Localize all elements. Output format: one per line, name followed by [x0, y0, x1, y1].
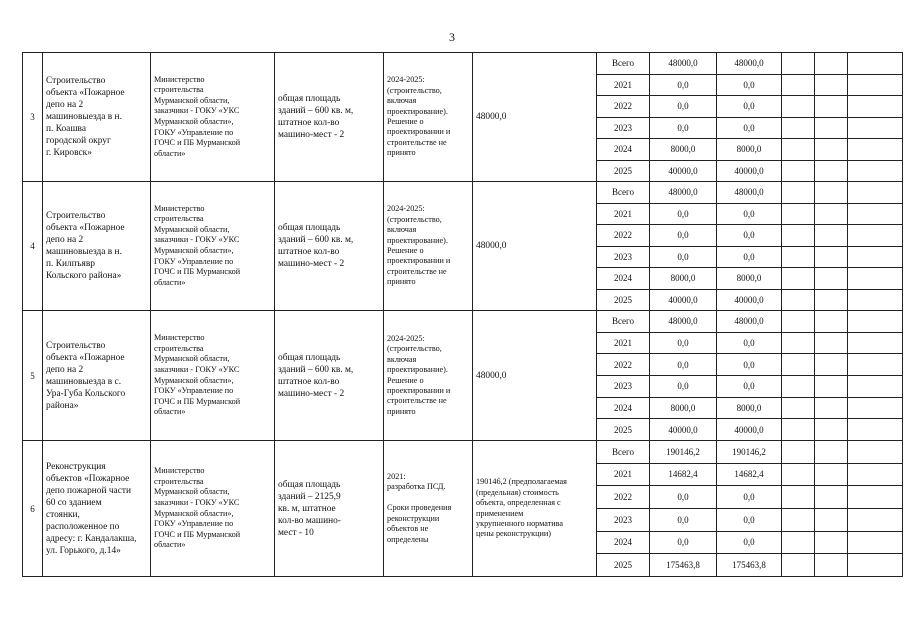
funding-row — [597, 182, 902, 203]
empty-cell — [782, 508, 815, 531]
empty-cell — [815, 53, 848, 74]
amount-total-cell: 0,0 — [650, 375, 717, 397]
empty-cell — [782, 397, 815, 419]
row-number: 6 — [23, 441, 43, 577]
empty-cell — [815, 354, 848, 376]
customer-cell: Министерство строительства Мурманской области, заказчики - ГОКУ «УКС Мурманской области», ГОКУ «Управление по ГОЧС и ПБ Мурманской области» — [151, 441, 275, 577]
empty-cell — [848, 117, 903, 139]
funding-row — [597, 203, 902, 225]
empty-cell — [848, 311, 903, 332]
amount-regional-cell: 0,0 — [717, 508, 782, 531]
amount-regional-cell: 0,0 — [717, 225, 782, 247]
empty-cell — [782, 354, 815, 376]
empty-cell — [815, 246, 848, 268]
empty-cell — [815, 203, 848, 225]
year-cell: 2025 — [597, 419, 650, 440]
empty-cell — [815, 554, 848, 576]
amount-regional-cell: 0,0 — [717, 375, 782, 397]
funding-row — [597, 160, 902, 181]
table-row — [23, 441, 903, 577]
customer-cell: Министерство строительства Мурманской области, заказчики - ГОКУ «УКС Мурманской области», ГОКУ «Управление по ГОЧС и ПБ Мурманской области» — [151, 182, 275, 311]
empty-cell — [815, 96, 848, 118]
empty-cell — [848, 160, 903, 181]
cost-cell: 48000,0 — [473, 182, 597, 311]
empty-cell — [782, 311, 815, 332]
amount-regional-cell: 14682,4 — [717, 463, 782, 486]
empty-cell — [782, 203, 815, 225]
year-cell: 2023 — [597, 117, 650, 139]
funding-row — [597, 508, 902, 531]
customer-cell: Министерство строительства Мурманской области, заказчики - ГОКУ «УКС Мурманской области», ГОКУ «Управление по ГОЧС и ПБ Мурманской области» — [151, 53, 275, 182]
project-name: Строительство объекта «Пожарное депо на 2 машиновыезда в н. п. Килпъявр Кольского района» — [43, 182, 151, 311]
amount-regional-cell: 8000,0 — [717, 268, 782, 290]
amount-total-cell: 8000,0 — [650, 397, 717, 419]
empty-cell — [815, 332, 848, 354]
cost-cell: 48000,0 — [473, 311, 597, 441]
funding-row — [597, 375, 902, 397]
year-cell: 2021 — [597, 332, 650, 354]
amount-total-cell: 40000,0 — [650, 289, 717, 310]
empty-cell — [848, 182, 903, 203]
year-cell: 2023 — [597, 508, 650, 531]
empty-cell — [848, 203, 903, 225]
funding-breakdown — [597, 53, 903, 182]
amount-regional-cell: 0,0 — [717, 486, 782, 509]
empty-cell — [782, 419, 815, 440]
funding-subtable — [597, 53, 902, 181]
empty-cell — [848, 554, 903, 576]
amount-total-cell: 0,0 — [650, 117, 717, 139]
empty-cell — [782, 332, 815, 354]
amount-regional-cell: 0,0 — [717, 354, 782, 376]
table-row — [23, 311, 903, 441]
year-cell: 2021 — [597, 203, 650, 225]
empty-cell — [815, 225, 848, 247]
empty-cell — [782, 289, 815, 310]
year-cell: 2022 — [597, 96, 650, 118]
year-cell: 2022 — [597, 486, 650, 509]
year-cell: 2021 — [597, 463, 650, 486]
empty-cell — [815, 375, 848, 397]
description-cell: общая площадь зданий – 600 кв. м, штатное кол-во машино-мест - 2 — [275, 182, 384, 311]
projects-table — [22, 52, 903, 577]
amount-regional-cell: 190146,2 — [717, 441, 782, 463]
empty-cell — [815, 508, 848, 531]
amount-total-cell: 14682,4 — [650, 463, 717, 486]
year-cell: 2025 — [597, 554, 650, 576]
amount-regional-cell: 175463,8 — [717, 554, 782, 576]
empty-cell — [815, 117, 848, 139]
funding-breakdown — [597, 182, 903, 311]
cost-cell: 190146,2 (предполагаемая (предельная) стоимость объекта, определенная с применением укрупненного норматива цены реконструкции) — [473, 441, 597, 577]
funding-row — [597, 486, 902, 509]
funding-row — [597, 554, 902, 576]
amount-regional-cell: 0,0 — [717, 96, 782, 118]
year-cell: Всего — [597, 441, 650, 463]
funding-row — [597, 289, 902, 310]
year-cell: 2024 — [597, 268, 650, 290]
funding-breakdown — [597, 311, 903, 441]
funding-row — [597, 225, 902, 247]
year-cell: 2025 — [597, 160, 650, 181]
year-cell: Всего — [597, 53, 650, 74]
amount-regional-cell: 48000,0 — [717, 182, 782, 203]
amount-total-cell: 0,0 — [650, 203, 717, 225]
amount-total-cell: 48000,0 — [650, 53, 717, 74]
funding-row — [597, 268, 902, 290]
project-name: Строительство объекта «Пожарное депо на 2 машиновыезда в н. п. Коашва городской округ г. Кировск» — [43, 53, 151, 182]
empty-cell — [815, 419, 848, 440]
empty-cell — [848, 441, 903, 463]
amount-regional-cell: 40000,0 — [717, 160, 782, 181]
amount-regional-cell: 0,0 — [717, 246, 782, 268]
empty-cell — [848, 225, 903, 247]
funding-row — [597, 397, 902, 419]
dates-cell: 2021: разработка ПСД. Сроки проведения реконструкции объектов не определены — [384, 441, 473, 577]
year-cell: 2025 — [597, 289, 650, 310]
empty-cell — [782, 246, 815, 268]
empty-cell — [782, 117, 815, 139]
amount-total-cell: 0,0 — [650, 225, 717, 247]
empty-cell — [848, 74, 903, 96]
amount-regional-cell: 48000,0 — [717, 311, 782, 332]
empty-cell — [815, 268, 848, 290]
funding-row — [597, 117, 902, 139]
empty-cell — [782, 268, 815, 290]
empty-cell — [782, 139, 815, 161]
empty-cell — [782, 463, 815, 486]
empty-cell — [782, 441, 815, 463]
table-row — [23, 182, 903, 311]
empty-cell — [815, 311, 848, 332]
row-number: 3 — [23, 53, 43, 182]
description-cell: общая площадь зданий – 600 кв. м, штатное кол-во машино-мест - 2 — [275, 311, 384, 441]
empty-cell — [815, 182, 848, 203]
empty-cell — [782, 225, 815, 247]
empty-cell — [815, 397, 848, 419]
funding-row — [597, 246, 902, 268]
funding-breakdown — [597, 441, 903, 577]
empty-cell — [782, 53, 815, 74]
empty-cell — [848, 508, 903, 531]
project-name: Строительство объекта «Пожарное депо на 2 машиновыезда в с. Ура-Губа Кольского района» — [43, 311, 151, 441]
amount-total-cell: 48000,0 — [650, 182, 717, 203]
year-cell: 2024 — [597, 397, 650, 419]
customer-cell: Министерство строительства Мурманской области, заказчики - ГОКУ «УКС Мурманской области», ГОКУ «Управление по ГОЧС и ПБ Мурманской области» — [151, 311, 275, 441]
empty-cell — [815, 289, 848, 310]
year-cell: 2023 — [597, 375, 650, 397]
empty-cell — [848, 96, 903, 118]
empty-cell — [782, 486, 815, 509]
empty-cell — [848, 332, 903, 354]
amount-regional-cell: 8000,0 — [717, 139, 782, 161]
dates-cell: 2024-2025: (строительство, включая проектирование). Решение о проектировании и строительстве не принято — [384, 311, 473, 441]
funding-row — [597, 354, 902, 376]
row-number: 4 — [23, 182, 43, 311]
description-cell: общая площадь зданий – 600 кв. м, штатное кол-во машино-мест - 2 — [275, 53, 384, 182]
amount-total-cell: 40000,0 — [650, 419, 717, 440]
empty-cell — [848, 289, 903, 310]
empty-cell — [848, 139, 903, 161]
amount-total-cell: 0,0 — [650, 486, 717, 509]
year-cell: 2021 — [597, 74, 650, 96]
empty-cell — [848, 419, 903, 440]
empty-cell — [815, 486, 848, 509]
empty-cell — [782, 182, 815, 203]
empty-cell — [782, 531, 815, 554]
amount-regional-cell: 40000,0 — [717, 289, 782, 310]
empty-cell — [815, 441, 848, 463]
empty-cell — [815, 160, 848, 181]
year-cell: 2024 — [597, 139, 650, 161]
dates-cell: 2024-2025: (строительство, включая проектирование). Решение о проектировании и строительстве не принято — [384, 182, 473, 311]
funding-row — [597, 311, 902, 332]
funding-row — [597, 332, 902, 354]
empty-cell — [815, 74, 848, 96]
empty-cell — [848, 53, 903, 74]
year-cell: Всего — [597, 311, 650, 332]
amount-regional-cell: 8000,0 — [717, 397, 782, 419]
amount-total-cell: 0,0 — [650, 354, 717, 376]
empty-cell — [848, 486, 903, 509]
amount-total-cell: 8000,0 — [650, 268, 717, 290]
empty-cell — [782, 554, 815, 576]
year-cell: Всего — [597, 182, 650, 203]
empty-cell — [782, 96, 815, 118]
empty-cell — [815, 139, 848, 161]
funding-subtable — [597, 182, 902, 310]
funding-row — [597, 463, 902, 486]
amount-regional-cell: 0,0 — [717, 332, 782, 354]
funding-row — [597, 419, 902, 440]
empty-cell — [848, 268, 903, 290]
amount-total-cell: 0,0 — [650, 96, 717, 118]
amount-regional-cell: 48000,0 — [717, 53, 782, 74]
empty-cell — [782, 160, 815, 181]
funding-row — [597, 139, 902, 161]
funding-subtable — [597, 441, 902, 576]
empty-cell — [782, 74, 815, 96]
year-cell: 2023 — [597, 246, 650, 268]
year-cell: 2022 — [597, 354, 650, 376]
amount-total-cell: 0,0 — [650, 508, 717, 531]
page-number: 3 — [449, 30, 455, 44]
amount-regional-cell: 40000,0 — [717, 419, 782, 440]
year-cell: 2022 — [597, 225, 650, 247]
table-row — [23, 53, 903, 182]
empty-cell — [848, 531, 903, 554]
description-cell: общая площадь зданий – 2125,9 кв. м, штатное кол-во машино- мест - 10 — [275, 441, 384, 577]
funding-row — [597, 96, 902, 118]
funding-row — [597, 441, 902, 463]
row-number: 5 — [23, 311, 43, 441]
amount-total-cell: 0,0 — [650, 246, 717, 268]
empty-cell — [848, 354, 903, 376]
amount-total-cell: 48000,0 — [650, 311, 717, 332]
funding-subtable — [597, 311, 902, 440]
amount-total-cell: 40000,0 — [650, 160, 717, 181]
empty-cell — [848, 397, 903, 419]
empty-cell — [815, 463, 848, 486]
amount-regional-cell: 0,0 — [717, 203, 782, 225]
amount-total-cell: 0,0 — [650, 531, 717, 554]
funding-row — [597, 53, 902, 74]
cost-cell: 48000,0 — [473, 53, 597, 182]
amount-total-cell: 175463,8 — [650, 554, 717, 576]
amount-total-cell: 190146,2 — [650, 441, 717, 463]
year-cell: 2024 — [597, 531, 650, 554]
amount-total-cell: 0,0 — [650, 74, 717, 96]
empty-cell — [848, 246, 903, 268]
amount-regional-cell: 0,0 — [717, 531, 782, 554]
project-name: Реконструкция объектов «Пожарное депо пожарной части 60 со зданием стоянки, расположенное по адресу: г. Кандалакша, ул. Горького, д.14» — [43, 441, 151, 577]
amount-regional-cell: 0,0 — [717, 74, 782, 96]
empty-cell — [848, 463, 903, 486]
empty-cell — [848, 375, 903, 397]
empty-cell — [782, 375, 815, 397]
funding-row — [597, 74, 902, 96]
amount-total-cell: 8000,0 — [650, 139, 717, 161]
amount-regional-cell: 0,0 — [717, 117, 782, 139]
funding-row — [597, 531, 902, 554]
empty-cell — [815, 531, 848, 554]
dates-cell: 2024-2025: (строительство, включая проектирование). Решение о проектировании и строительстве не принято — [384, 53, 473, 182]
amount-total-cell: 0,0 — [650, 332, 717, 354]
